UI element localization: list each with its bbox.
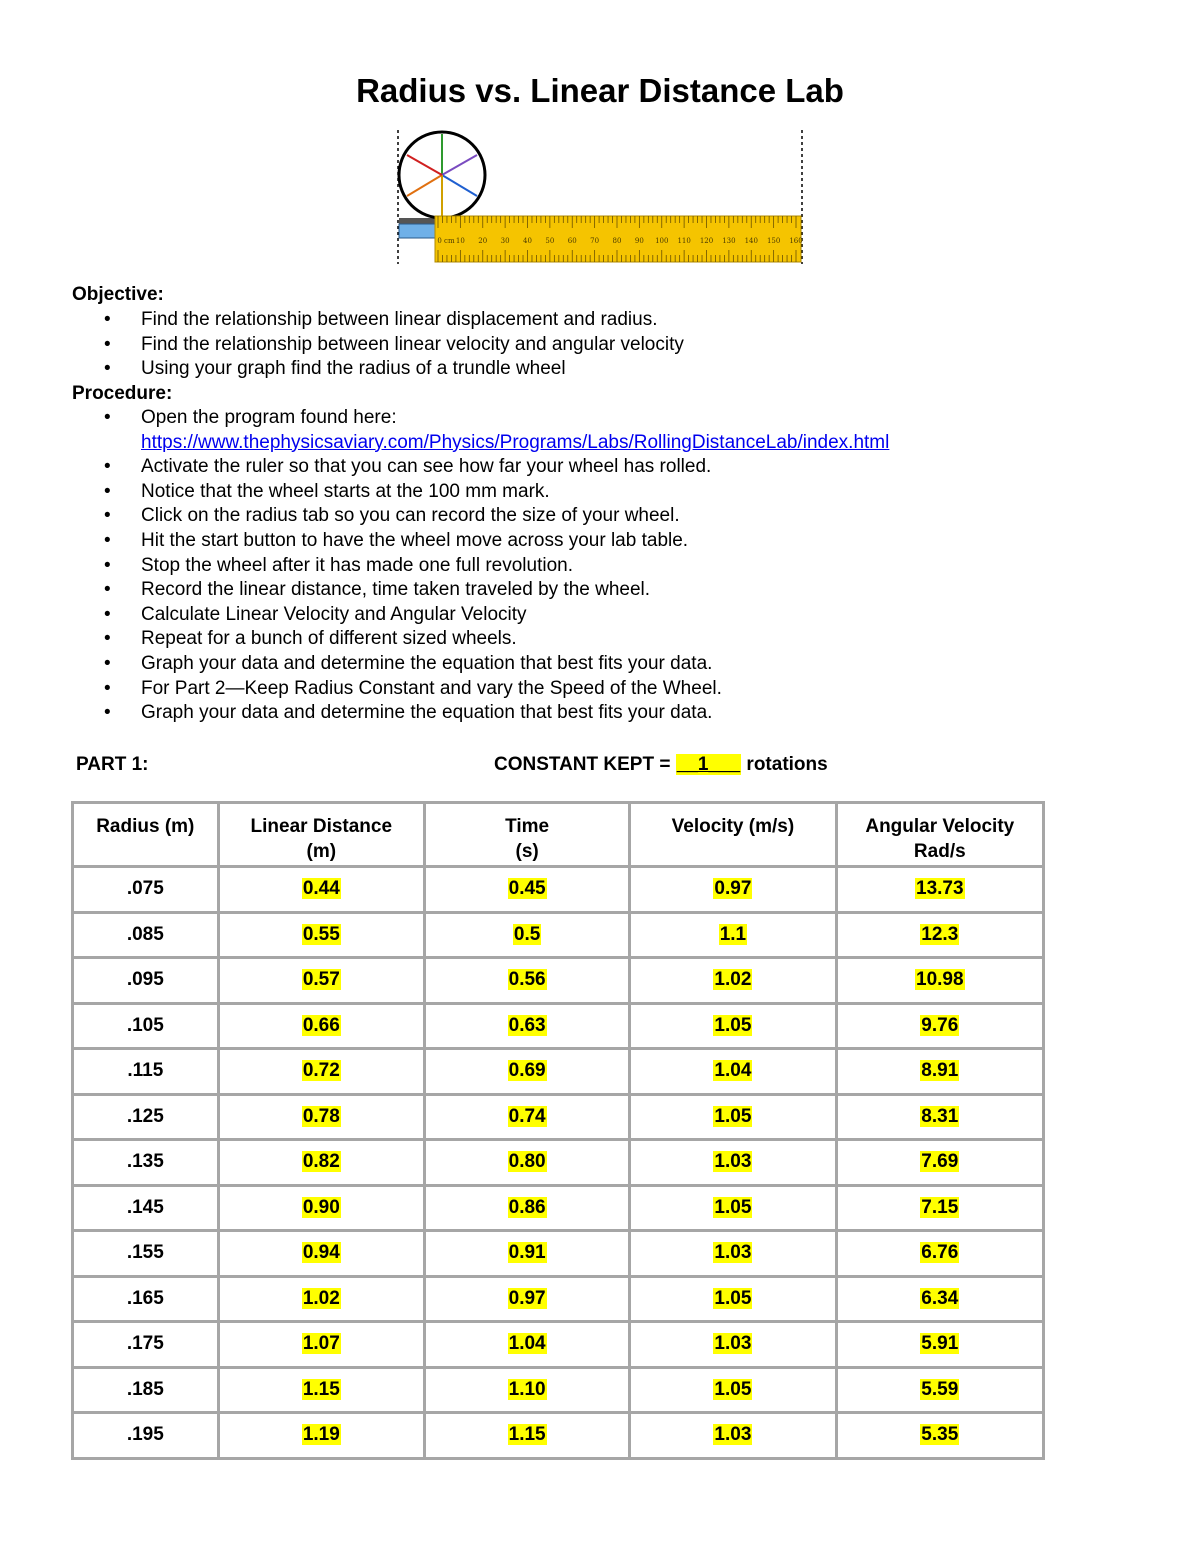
ruler-tick-label: 70 — [590, 237, 600, 245]
table-header-row — [73, 803, 1044, 867]
column-header-text: (s) — [515, 841, 539, 862]
objective-label: Objective: — [72, 284, 164, 305]
measured-value: 1.02 — [302, 1287, 340, 1309]
radius-value: .175 — [126, 1333, 164, 1355]
measured-value: 0.82 — [302, 1151, 340, 1173]
radius-value: .075 — [126, 878, 164, 900]
open-program-text: Open the program found here: — [141, 407, 397, 428]
table-cell — [630, 1185, 836, 1231]
measured-value: 8.91 — [921, 1060, 959, 1082]
ruler-tick-label: 110 — [677, 237, 691, 245]
measured-value: 5.59 — [921, 1378, 959, 1400]
table-cell — [73, 1185, 219, 1231]
measured-value: 0.5 — [513, 923, 541, 945]
table-cell — [425, 1276, 630, 1322]
list-item: • Click on the radius tab so you can record the size of your wheel. — [104, 504, 889, 529]
ruler-tick-label: 100 — [655, 237, 669, 245]
radius-value: .185 — [126, 1378, 164, 1400]
measured-value: 0.72 — [302, 1060, 340, 1082]
measured-value: 6.34 — [921, 1287, 959, 1309]
measured-value: 0.94 — [302, 1242, 340, 1264]
table-cell — [218, 958, 424, 1004]
measured-value: 7.15 — [921, 1196, 959, 1218]
measured-value: 0.69 — [508, 1060, 546, 1082]
measured-value: 1.04 — [714, 1060, 752, 1082]
data-table — [71, 801, 1045, 1460]
column-header — [425, 803, 630, 867]
list-item: • Activate the ruler so that you can see how far your wheel has rolled. — [104, 455, 889, 480]
radius-value: .095 — [126, 969, 164, 991]
constant-kept — [494, 754, 828, 776]
table-cell — [73, 1231, 219, 1277]
table-row — [73, 1322, 1044, 1368]
column-header-text: Time — [505, 816, 550, 837]
wheel-ruler-figure — [392, 128, 808, 266]
measured-value: 1.05 — [714, 1378, 752, 1400]
measured-value: 0.90 — [302, 1196, 340, 1218]
table-cell — [218, 1185, 424, 1231]
measured-value: 10.98 — [916, 969, 964, 991]
objective-list — [104, 308, 684, 382]
measured-value: 1.03 — [714, 1333, 752, 1355]
radius-value: .135 — [126, 1151, 164, 1173]
list-item: • Find the relationship between linear displacement and radius. — [104, 308, 684, 333]
table-body — [73, 867, 1044, 1459]
measured-value: 0.45 — [508, 878, 546, 900]
table-cell — [836, 1367, 1043, 1413]
radius-value: .125 — [126, 1105, 164, 1127]
table-cell — [425, 912, 630, 958]
measured-value: 1.04 — [508, 1333, 546, 1355]
column-header-text: Radius (m) — [96, 816, 195, 837]
measured-value: 0.80 — [508, 1151, 546, 1173]
table-cell — [836, 912, 1043, 958]
list-item: • Graph your data and determine the equation that best fits your data. — [104, 701, 889, 726]
table-cell — [73, 1094, 219, 1140]
list-item: • Graph your data and determine the equation that best fits your data. — [104, 652, 889, 677]
table-cell — [425, 1322, 630, 1368]
table-cell — [425, 1367, 630, 1413]
table-row — [73, 1367, 1044, 1413]
list-item: • For Part 2—Keep Radius Constant and vary the Speed of the Wheel. — [104, 677, 889, 702]
table-cell — [630, 867, 836, 913]
list-item: • Record the linear distance, time taken traveled by the wheel. — [104, 578, 889, 603]
table-cell — [218, 867, 424, 913]
measured-value: 1.10 — [508, 1378, 546, 1400]
measured-value: 1.03 — [714, 1424, 752, 1446]
procedure-label: Procedure: — [72, 383, 173, 404]
column-header — [218, 803, 424, 867]
list-item — [104, 406, 889, 455]
column-header — [73, 803, 219, 867]
measured-value: 0.78 — [302, 1105, 340, 1127]
radius-value: .115 — [127, 1060, 164, 1082]
table-cell — [73, 1367, 219, 1413]
measured-value: 7.69 — [921, 1151, 959, 1173]
ruler-tick-label: 120 — [699, 237, 714, 245]
table-cell — [218, 1413, 424, 1459]
table-cell — [218, 912, 424, 958]
table-cell — [73, 1276, 219, 1322]
table-cell — [630, 1140, 836, 1186]
radius-value: .145 — [126, 1196, 164, 1218]
column-header-text: Velocity (m/s) — [671, 816, 795, 837]
measured-value: 0.86 — [508, 1196, 546, 1218]
table-cell — [218, 1140, 424, 1186]
ruler-tick-label: 30 — [500, 237, 510, 245]
ruler-tick-label: 140 — [744, 237, 758, 245]
table-cell — [425, 1049, 630, 1095]
table-row — [73, 1276, 1044, 1322]
measured-value: 0.56 — [508, 969, 546, 991]
constant-value: __1___ — [676, 754, 741, 775]
column-header-text: (m) — [306, 841, 337, 862]
table-cell — [73, 1049, 219, 1095]
procedure-list — [104, 406, 889, 726]
measured-value: 0.55 — [302, 923, 340, 945]
table-cell — [630, 1322, 836, 1368]
radius-value: .195 — [126, 1424, 164, 1446]
measured-value: 13.73 — [916, 878, 964, 900]
table-cell — [73, 912, 219, 958]
list-item: • Find the relationship between linear velocity and angular velocity — [104, 333, 684, 358]
table-cell — [73, 1322, 219, 1368]
ruler-tick-label: 0 cm — [437, 237, 455, 245]
table-cell — [425, 1231, 630, 1277]
measured-value: 1.05 — [714, 1014, 752, 1036]
measured-value: 1.1 — [719, 923, 747, 945]
table-cell — [218, 1049, 424, 1095]
column-header — [836, 803, 1043, 867]
table-cell — [630, 1049, 836, 1095]
table-row — [73, 1413, 1044, 1459]
table-cell — [836, 1003, 1043, 1049]
measured-value: 0.97 — [714, 878, 752, 900]
table-cell — [630, 1276, 836, 1322]
list-item: • Calculate Linear Velocity and Angular Velocity — [104, 603, 889, 628]
column-header-text: Angular Velocity — [865, 816, 1015, 837]
list-item: • Repeat for a bunch of different sized wheels. — [104, 627, 889, 652]
table-row — [73, 867, 1044, 913]
table-row — [73, 958, 1044, 1004]
table-cell — [836, 1413, 1043, 1459]
table-cell — [73, 1413, 219, 1459]
measured-value: 0.63 — [508, 1014, 546, 1036]
measured-value: 5.91 — [921, 1333, 959, 1355]
ruler-tick-label: 90 — [634, 237, 644, 245]
radius-value: .165 — [126, 1287, 164, 1309]
measured-value: 0.97 — [508, 1287, 546, 1309]
table-cell — [218, 1231, 424, 1277]
measured-value: 1.15 — [508, 1424, 546, 1446]
measured-value: 5.35 — [921, 1424, 959, 1446]
table-cell — [630, 1003, 836, 1049]
column-header-text: Rad/s — [913, 841, 966, 862]
table-cell — [425, 1003, 630, 1049]
table-row — [73, 912, 1044, 958]
table-cell — [630, 958, 836, 1004]
table-cell — [218, 1003, 424, 1049]
table-cell — [836, 1276, 1043, 1322]
table-row — [73, 1231, 1044, 1277]
table-cell — [425, 1185, 630, 1231]
table-row — [73, 1094, 1044, 1140]
constant-suffix: rotations — [741, 754, 828, 775]
table-cell — [630, 1413, 836, 1459]
measured-value: 12.3 — [921, 923, 959, 945]
measured-value: 0.74 — [508, 1105, 546, 1127]
table-row — [73, 1185, 1044, 1231]
measured-value: 1.07 — [302, 1333, 340, 1355]
part-label: PART 1: — [76, 754, 149, 775]
table-cell — [836, 958, 1043, 1004]
list-item: • Hit the start button to have the wheel move across your lab table. — [104, 529, 889, 554]
measured-value: 9.76 — [921, 1014, 959, 1036]
table-cell — [73, 1003, 219, 1049]
column-header-text: Linear Distance — [250, 816, 393, 837]
table-cell — [425, 1413, 630, 1459]
list-item: • Notice that the wheel starts at the 100 mm mark. — [104, 480, 889, 505]
ruler-tick-label: 40 — [523, 237, 532, 245]
table-row — [73, 1003, 1044, 1049]
table-cell — [425, 958, 630, 1004]
measured-value: 1.15 — [302, 1378, 340, 1400]
measured-value: 1.19 — [302, 1424, 340, 1446]
table-cell — [836, 1049, 1043, 1095]
table-cell — [836, 1094, 1043, 1140]
list-item: • Stop the wheel after it has made one full revolution. — [104, 554, 889, 579]
measured-value: 1.05 — [714, 1196, 752, 1218]
ruler-tick-label: 60 — [567, 237, 577, 245]
radius-value: .085 — [126, 923, 164, 945]
measured-value: 0.66 — [302, 1014, 340, 1036]
table-cell — [218, 1322, 424, 1368]
table-cell — [73, 1140, 219, 1186]
ruler-tick-label: 130 — [722, 237, 736, 245]
measured-value: 1.05 — [714, 1105, 752, 1127]
table-cell — [218, 1276, 424, 1322]
column-header — [630, 803, 836, 867]
page-title: Radius vs. Linear Distance Lab — [356, 72, 844, 109]
table-cell — [836, 1231, 1043, 1277]
table-cell — [218, 1367, 424, 1413]
table-cell — [836, 1185, 1043, 1231]
measured-value: 0.91 — [508, 1242, 546, 1264]
ruler-tick-label: 50 — [545, 237, 555, 245]
measured-value: 6.76 — [921, 1242, 959, 1264]
ruler — [435, 216, 803, 262]
ruler-tick-label: 160 — [789, 237, 803, 245]
table-cell — [425, 867, 630, 913]
list-item: • Using your graph find the radius of a trundle wheel — [104, 357, 684, 382]
table-cell — [425, 1140, 630, 1186]
measured-value: 1.03 — [714, 1242, 752, 1264]
table-cell — [836, 1322, 1043, 1368]
table-cell — [630, 1367, 836, 1413]
constant-prefix: CONSTANT KEPT = — [494, 754, 676, 775]
table-cell — [630, 1094, 836, 1140]
measured-value: 1.05 — [714, 1287, 752, 1309]
table-cell — [218, 1094, 424, 1140]
measured-value: 0.57 — [302, 969, 340, 991]
ruler-tick-label: 10 — [455, 237, 465, 245]
table-row — [73, 1140, 1044, 1186]
table-cell — [73, 958, 219, 1004]
ruler-tick-label: 80 — [612, 237, 622, 245]
radius-value: .155 — [126, 1242, 164, 1264]
table-cell — [73, 867, 219, 913]
radius-value: .105 — [126, 1014, 164, 1036]
measured-value: 8.31 — [921, 1105, 959, 1127]
table-cell — [836, 1140, 1043, 1186]
program-link[interactable]: https://www.thephysicsaviary.com/Physics/Programs/Labs/RollingDistanceLab/index.html — [141, 431, 890, 453]
table-cell — [630, 1231, 836, 1277]
table-cell — [630, 912, 836, 958]
ruler-tick-label: 20 — [478, 237, 488, 245]
wheel-icon — [399, 132, 485, 218]
measured-value: 1.03 — [714, 1151, 752, 1173]
table-cell — [425, 1094, 630, 1140]
table-cell — [836, 867, 1043, 913]
measured-value: 1.02 — [714, 969, 752, 991]
measured-value: 0.44 — [302, 878, 340, 900]
ruler-tick-label: 150 — [766, 237, 781, 245]
table-row — [73, 1049, 1044, 1095]
